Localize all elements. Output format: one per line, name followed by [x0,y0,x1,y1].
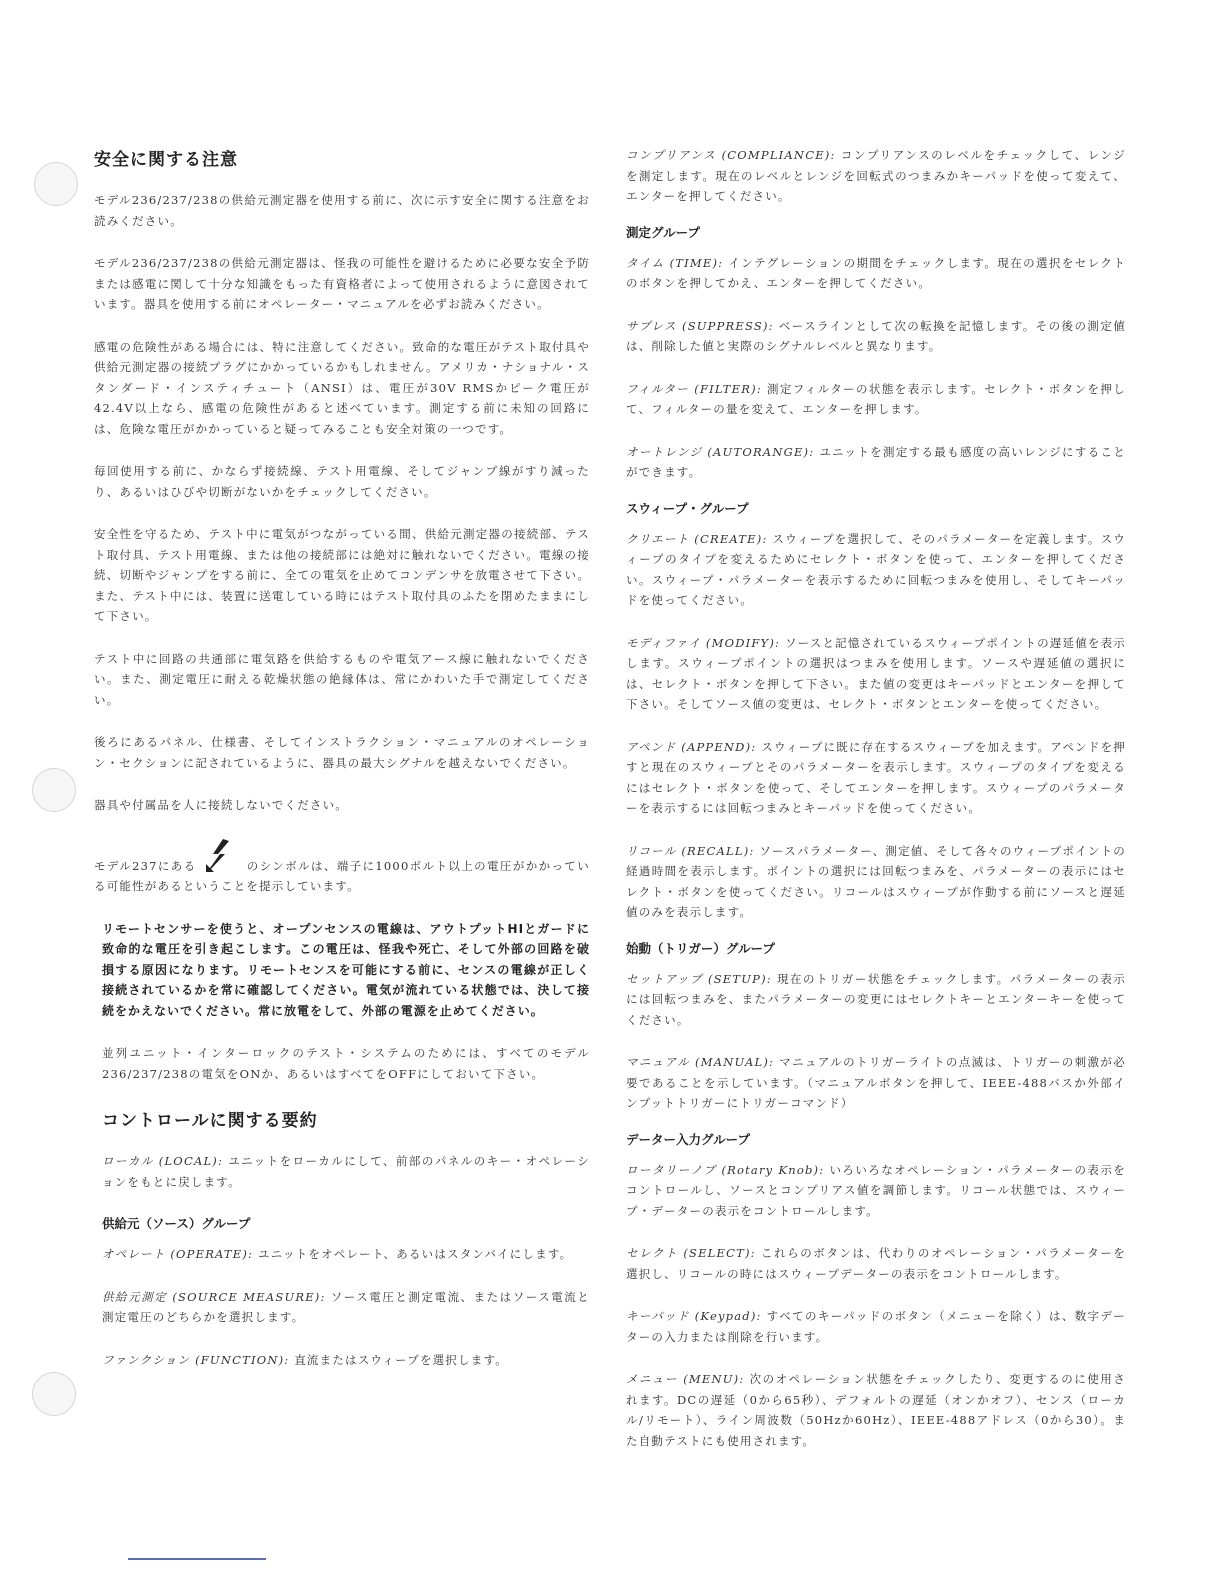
safety-paragraph-2: モデル236/237/238の供給元測定器は、怪我の可能性を避けるために必要な安全予防または感電に関して十分な知識をもった有資格者によって使用されるように意図されています。器具を使用する前にオペレーター・マニュアルを必ずお読みください。 [94,256,590,311]
menu-description: メニュー (MENU): 次のオペレーション状態をチェックしたり、変更するのに使用されます。DCの遅延（0から65秒）、デフォルトの遅延（オンかオフ）、センス（ローカル/リモート）、ライン周波数（50Hzか60Hz）、IEEE-488アドレス（0から30）。また自動テストにも使用されます。 [626,1372,1127,1448]
manual-description: マニュアル (MANUAL): マニュアルのトリガーライトの点滅は、トリガーの刺激が必要であることを示しています。（マニュアルボタンを押して、IEEE-488バスか外部インプットトリガーにトリガーコマンド） [626,1055,1126,1110]
safety-paragraph-4: 毎回使用する前に、かならず接続線、テスト用電線、そしてジャンプ線がすり減ったり、あるいはひびや切断がないかをチェックしてください。 [94,464,590,499]
recall-term: リコール (RECALL): [626,843,755,858]
modify-description: モディファイ (MODIFY): ソースと記憶されているスウィープポイントの遅延値を表示します。スウィープポイントの選択はつまみを使用します。ソースや遅延値の選択には、セレクト・ボタンを押して下さい。また値の変更はキーパッドとエンターを押して下さい。そしてソース値の変更は、セレクト・ボタンとエンターを使ってください。 [626,635,1127,711]
compliance-term: コンプリアンス (COMPLIANCE): [626,148,836,162]
keypad-description: キーパッド (Keypad): すべてのキーパッドのボタン（メニューを除く）は、数字データーの入力または削除を行います。 [626,1309,1126,1344]
function-description: ファンクション (FUNCTION): 直流またはスウィープを選択します。 [102,1352,508,1367]
modify-term: モディファイ (MODIFY): [626,635,781,650]
sweep-group-heading: スウィープ・グループ [626,500,749,516]
left-column [94,145,590,1392]
keypad-term: キーパッド (Keypad): [626,1309,762,1323]
controls-title: コントロールに関する要約 [102,1111,318,1131]
compliance-description: コンプリアンス (COMPLIANCE): コンプリアンスのレベルをチェックして、レンジを測定します。現在のレベルとレンジを回転式のつまみかキーパッドを使って変えて、エンターを押してください。 [626,148,1127,203]
local-description: ローカル (LOCAL): ユニットをローカルにして、前部のパネルのキー・オペレーションをもとに戻します。 [102,1154,590,1189]
time-term: タイム (TIME): [626,255,724,270]
safety-paragraph-1: モデル236/237/238の供給元測定器を使用する前に、次に示す安全に関する注意をお読みください。 [94,193,590,228]
suppress-term: サプレス (SUPPRESS): [626,318,774,333]
symbol-text-before: モデル237にある [94,858,197,873]
autorange-term: オートレンジ (AUTORANGE): [626,444,815,459]
filter-term: フィルター (FILTER): [626,381,762,396]
remote-sense-warning: リモートセンサーを使うと、オープンセンスの電線は、アウトプットHIとガードに致命的な電圧を引き起こします。この電圧は、怪我や死亡、そして外部の回路を破損する原因になります。リモートセンスを可能にする前に、センスの電線が正しく接続されているかを常に確認してください。電気が流れている状態では、決して接続をかえないでください。常に放電をして、外部の電源を止めてください。 [102,921,590,1018]
suppress-description: サプレス (SUPPRESS): ベースラインとして次の転換を記憶します。その後の測定値は、削除した値と実際のシグナルレベルと異なります。 [626,318,1126,353]
measure-group-heading: 測定グループ [626,224,701,240]
rotary-knob-description: ロータリーノブ (Rotary Knob): いろいろなオペレーション・パラメーターの表示をコントロールし、ソースとコンプリアス値を調節します。リコール状態では、スウィープ・データーの表示をコントロールします。 [626,1162,1127,1218]
safety-paragraph-6: テスト中に回路の共通部に電気路を供給するものや電気アース線に触れないでください。また、測定電圧に耐える乾燥状態の絶縁体は、常にかわいた手で測定してください。 [94,651,590,707]
safety-paragraph-5: 安全性を守るため、テスト中に電気がつながっている間、供給元測定器の接続部、テスト取付具、テスト用電線、または他の接続部には絶対に触れないでください。電線の接続、切断やジャンプをする前に、全ての電気を止めてコンデンサを放電させて下さい。また、テスト中には、装置に送電している時にはテスト取付具のふたを閉めたままにして下さい。 [94,527,590,623]
safety-paragraph-8: 器具や付属品を人に接続しないでください。 [94,798,348,812]
manual-term: マニュアル (MANUAL): [626,1055,775,1069]
safety-paragraph-10: 並列ユニット・インターロックのテスト・システムのためには、すべてのモデル236/237/238の電気をONか、あるいはすべてをOFFにしておいて下さい。 [102,1046,590,1081]
setup-description: セットアップ (SETUP): 現在のトリガー状態をチェックします。パラメーターの表示には回転つまみを、またパラメーターの変更にはセレクトキーとエンターキーを使ってください。 [626,971,1127,1027]
select-description: セレクト (SELECT): これらのボタンは、代わりのオペレーション・パラメーターを選択し、リコールの時にはスウィープデーターの表示をコントロールします。 [626,1246,1126,1281]
trigger-group-heading: 始動（トリガー）グループ [626,940,775,956]
bottom-rule [128,1558,266,1560]
source-measure-description: 供給元測定 (SOURCE MEASURE): ソース電圧と測定電流、またはソース電流と測定電圧のどちらかを選択します。 [102,1289,590,1324]
source-measure-term: 供給元測定 (SOURCE MEASURE): [102,1289,326,1304]
source-group-heading: 供給元（ソース）グループ [102,1216,251,1231]
create-term: クリエート (CREATE): [626,531,768,546]
append-description: アペンド (APPEND): スウィープに既に存在するスウィープを加えます。アペンドを押すと現在のスウィープとそのパラメーターを表示します。スウィープのタイプを変えるにはセレクト・ボタンを使って、そしてエンターを押します。スウィープのパラメーターを表示するには回転つまみとキーパッドを使ってください。 [626,739,1126,815]
data-entry-group-heading: データー入力グループ [626,1131,751,1147]
operate-description: オペレート (OPERATE): ユニットをオペレート、あるいはスタンバイにします。 [102,1247,573,1261]
safety-paragraph-7: 後ろにあるパネル、仕様書、そしてインストラクション・マニュアルのオペレーション・セクションに記されているように、器具の最大シグナルを越えないでください。 [94,735,590,770]
select-term: セレクト (SELECT): [626,1246,756,1260]
lightning-bolt-icon [201,838,243,874]
right-column [626,145,1126,1473]
append-term: アペンド (APPEND): [626,739,757,754]
menu-term: メニュー (MENU): [626,1372,745,1386]
safety-paragraph-3: 感電の危険性がある場合には、特に注意してください。致命的な電圧がテスト取付具や供給元測定器の接続プラグにかかっているかもしれません。アメリカ・ナショナル・スタンダード・インスティチュート（ANSI）は、電圧が30V RMSかピーク電圧が42.4V以上なら、感電の危険性があると述べています。測定する前に未知の回路には、危険な電圧がかかっていると疑ってみることも安全対策の一つです。 [94,339,590,436]
recall-description: リコール (RECALL): ソースパラメーター、測定値、そして各々のウィープポイントの経過時間を表示します。ポイントの選択には回転つまみを、パラメーターの表示にはセレクト・ボタンを使ってください。リコールはスウィープが作動する前にソースと遅延値のみを表示します。 [626,843,1127,919]
binder-hole-middle [32,768,76,812]
operate-term: オペレート (OPERATE): [102,1247,254,1261]
setup-term: セットアップ (SETUP): [626,971,772,986]
create-description: クリエート (CREATE): スウィープを選択して、そのパラメーターを定義します。スウィープのタイプを変えるためにセレクト・ボタンを使って、エンターを押してください。スウィープ・パラメーターを表示するために回転つまみを使用し、そしてキーパッドを使ってください。 [626,531,1126,607]
function-term: ファンクション (FUNCTION): [102,1352,290,1367]
filter-description: フィルター (FILTER): 測定フィルターの状態を表示します。セレクト・ボタンを押して、フィルターの量を変えて、エンターを押します。 [626,381,1126,416]
binder-hole-top [34,162,78,206]
local-term: ローカル (LOCAL): [102,1154,224,1168]
symbol-text-after: のシンボルは、端子に1000ボルト以上の電圧がかかっている可能性があるということを提示しています。 [94,858,590,893]
rotary-knob-term: ロータリーノブ (Rotary Knob): [626,1162,825,1177]
binder-hole-bottom [32,1372,76,1416]
autorange-description: オートレンジ (AUTORANGE): ユニットを測定する最も感度の高いレンジにすることができます。 [626,444,1126,479]
safety-paragraph-9 [94,838,590,897]
time-description: タイム (TIME): インテグレーションの期間をチェックします。現在の選択をセレクトのボタンを押してかえ、エンターを押してください。 [626,255,1127,290]
safety-title: 安全に関する注意 [94,150,238,170]
